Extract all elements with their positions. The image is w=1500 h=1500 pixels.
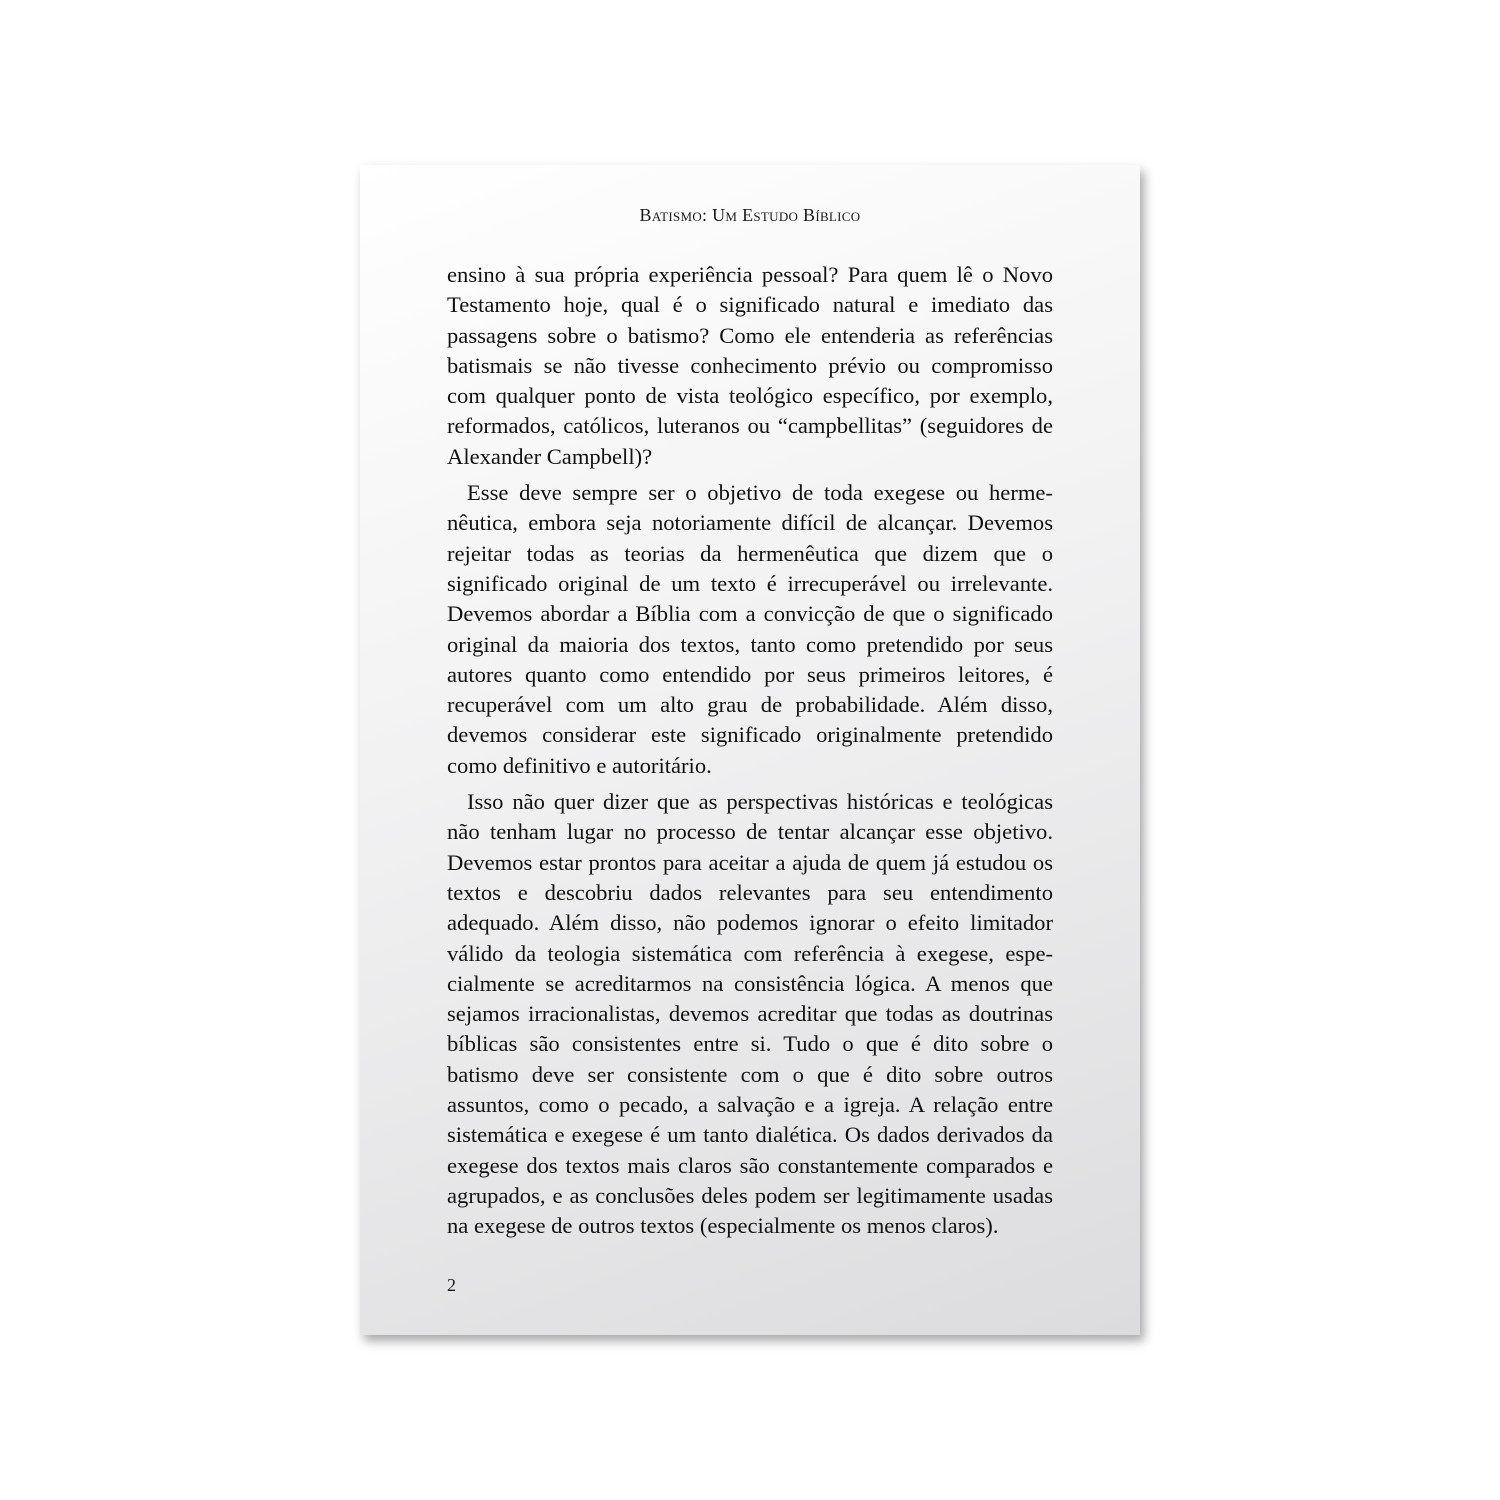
page-number: 2 (447, 1275, 456, 1295)
paragraph-3: Isso não quer dizer que as perspectivas históricas e teológicas não tenham lugar no processo de tentar alcançar esse objetivo. Devemos estar prontos para aceitar a ajuda de quem já estudou os textos e descobriu dados relevantes para seu entendimento adequado. Além disso, não podemos ignorar o efeito limitador válido da teologia sistemática com referência à exegese, especialmente se acreditarmos na consistência lógica. A menos que sejamos irracionalistas, devemos acreditar que todas as doutrinas bíblicas são consistentes entre si. Tudo o que é dito sobre o batismo deve ser consistente com o que é dito sobre outros assuntos, como o pecado, a salvação e a igreja. A relação entre sistemática e exegese é um tanto dialética. Os dados derivados da exegese dos textos mais claros são constantemente comparados e agrupados, e as conclusões deles podem ser legitimamente usadas na exegese de outros textos (especialmente os menos claros). (447, 789, 1053, 1239)
body-text (447, 260, 1053, 1242)
paragraph-2: Esse deve sempre ser o objetivo de toda exegese ou hermenêutica, embora seja notoriamente difícil de alcançar. Devemos rejeitar todas as teorias da hermenêutica que dizem que o significado original de um texto é irrecuperável ou irrelevante. Devemos abordar a Bíblia com a convicção de que o significado original da maioria dos textos, tanto como pretendido por seus autores quanto como entendido por seus primeiros leitores, é recuperável com um alto grau de probabilidade. Além disso, devemos considerar este significado originalmente pretendido como definitivo e autoritário. (447, 480, 1053, 778)
book-page (360, 165, 1140, 1335)
running-head: Batismo: Um Estudo Bíblico (639, 205, 861, 225)
paragraph-1: ensino à sua própria experiência pessoal? Para quem lê o Novo Testamento hoje, qual é o significado natural e imediato das passagens sobre o batismo? Como ele entenderia as referências batismais se não tivesse conhecimento prévio ou compromisso com qualquer ponto de vista teológico específico, por exemplo, reformados, católicos, luteranos ou “campbellitas” (seguidores de Alexander Campbell)? (447, 262, 1053, 469)
